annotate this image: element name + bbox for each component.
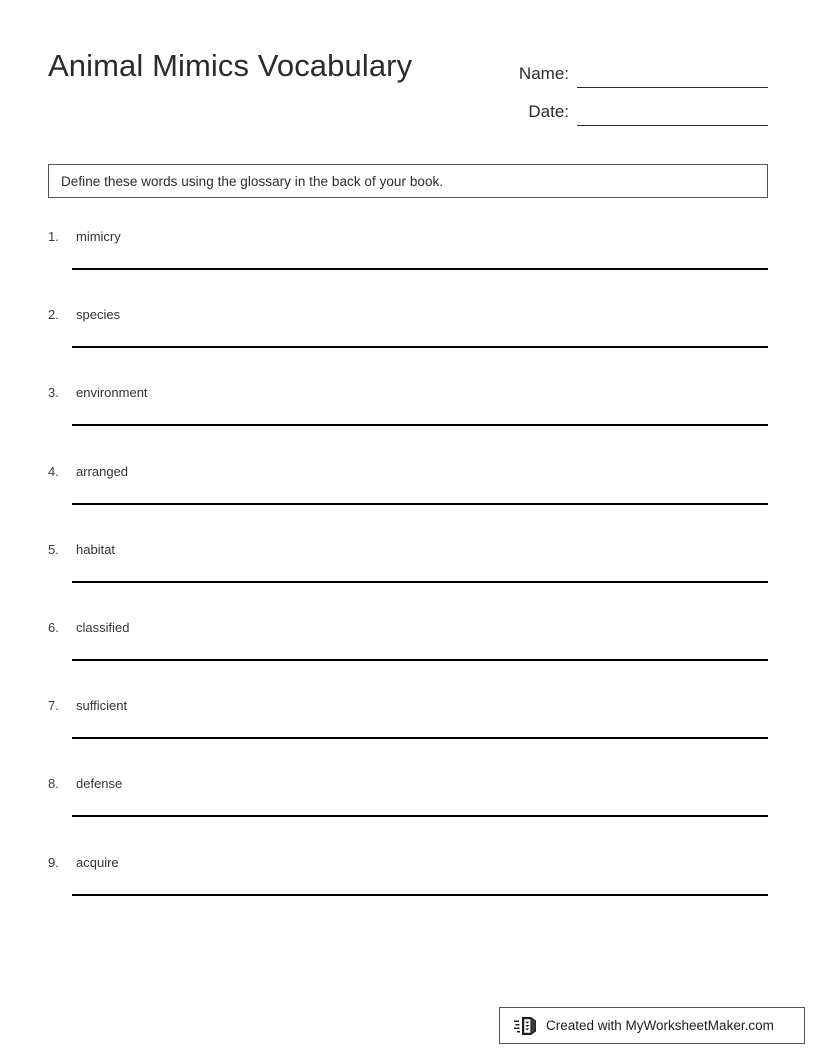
list-item (0, 457, 816, 535)
item-number: 4. (48, 463, 59, 479)
list-item (0, 535, 816, 613)
name-label: Name: (518, 64, 569, 83)
date-label: Date: (528, 102, 569, 121)
item-word: habitat (76, 541, 116, 557)
answer-line[interactable] (72, 894, 768, 896)
item-word: mimicry (76, 229, 121, 244)
student-meta-fields (498, 50, 768, 126)
vocabulary-list (0, 222, 816, 926)
list-item (0, 300, 816, 378)
list-item (0, 613, 816, 691)
item-word: species (76, 307, 121, 323)
page-title: Animal Mimics Vocabulary (48, 48, 413, 83)
instruction-text: Define these words using the glossary in the back of your book. (61, 173, 444, 189)
item-number: 9. (48, 854, 59, 870)
instruction-box (48, 164, 768, 198)
item-word: sufficient (76, 698, 128, 714)
footer-attribution-badge[interactable] (499, 1007, 805, 1044)
item-word: defense (76, 776, 123, 792)
list-item (0, 691, 816, 769)
item-number: 1. (48, 229, 59, 244)
list-item (0, 378, 816, 456)
list-item (0, 222, 816, 300)
answer-line[interactable] (72, 581, 768, 583)
footer-attribution-text: Created with MyWorksheetMaker.com (546, 1018, 774, 1033)
item-word: arranged (76, 463, 129, 479)
answer-line[interactable] (72, 503, 768, 505)
list-item (0, 848, 816, 926)
answer-line[interactable] (72, 346, 768, 348)
item-number: 7. (48, 698, 59, 714)
answer-line[interactable] (72, 737, 768, 739)
name-field-row (498, 50, 768, 88)
answer-line[interactable] (72, 268, 768, 270)
item-number: 3. (48, 385, 59, 401)
item-word: environment (76, 385, 148, 401)
item-number: 8. (48, 776, 59, 792)
item-number: 5. (48, 541, 59, 557)
answer-line[interactable] (72, 424, 768, 426)
worksheet-header (0, 0, 816, 130)
name-input-line[interactable] (577, 65, 768, 88)
item-number: 2. (48, 307, 59, 323)
answer-line[interactable] (72, 659, 768, 661)
answer-line[interactable] (72, 815, 768, 817)
item-number: 6. (48, 619, 59, 635)
worksheet-maker-logo-icon (514, 1015, 538, 1037)
item-word: acquire (76, 854, 119, 870)
date-input-line[interactable] (577, 103, 768, 126)
date-field-row (498, 88, 768, 126)
item-word: classified (76, 619, 130, 635)
list-item (0, 769, 816, 847)
